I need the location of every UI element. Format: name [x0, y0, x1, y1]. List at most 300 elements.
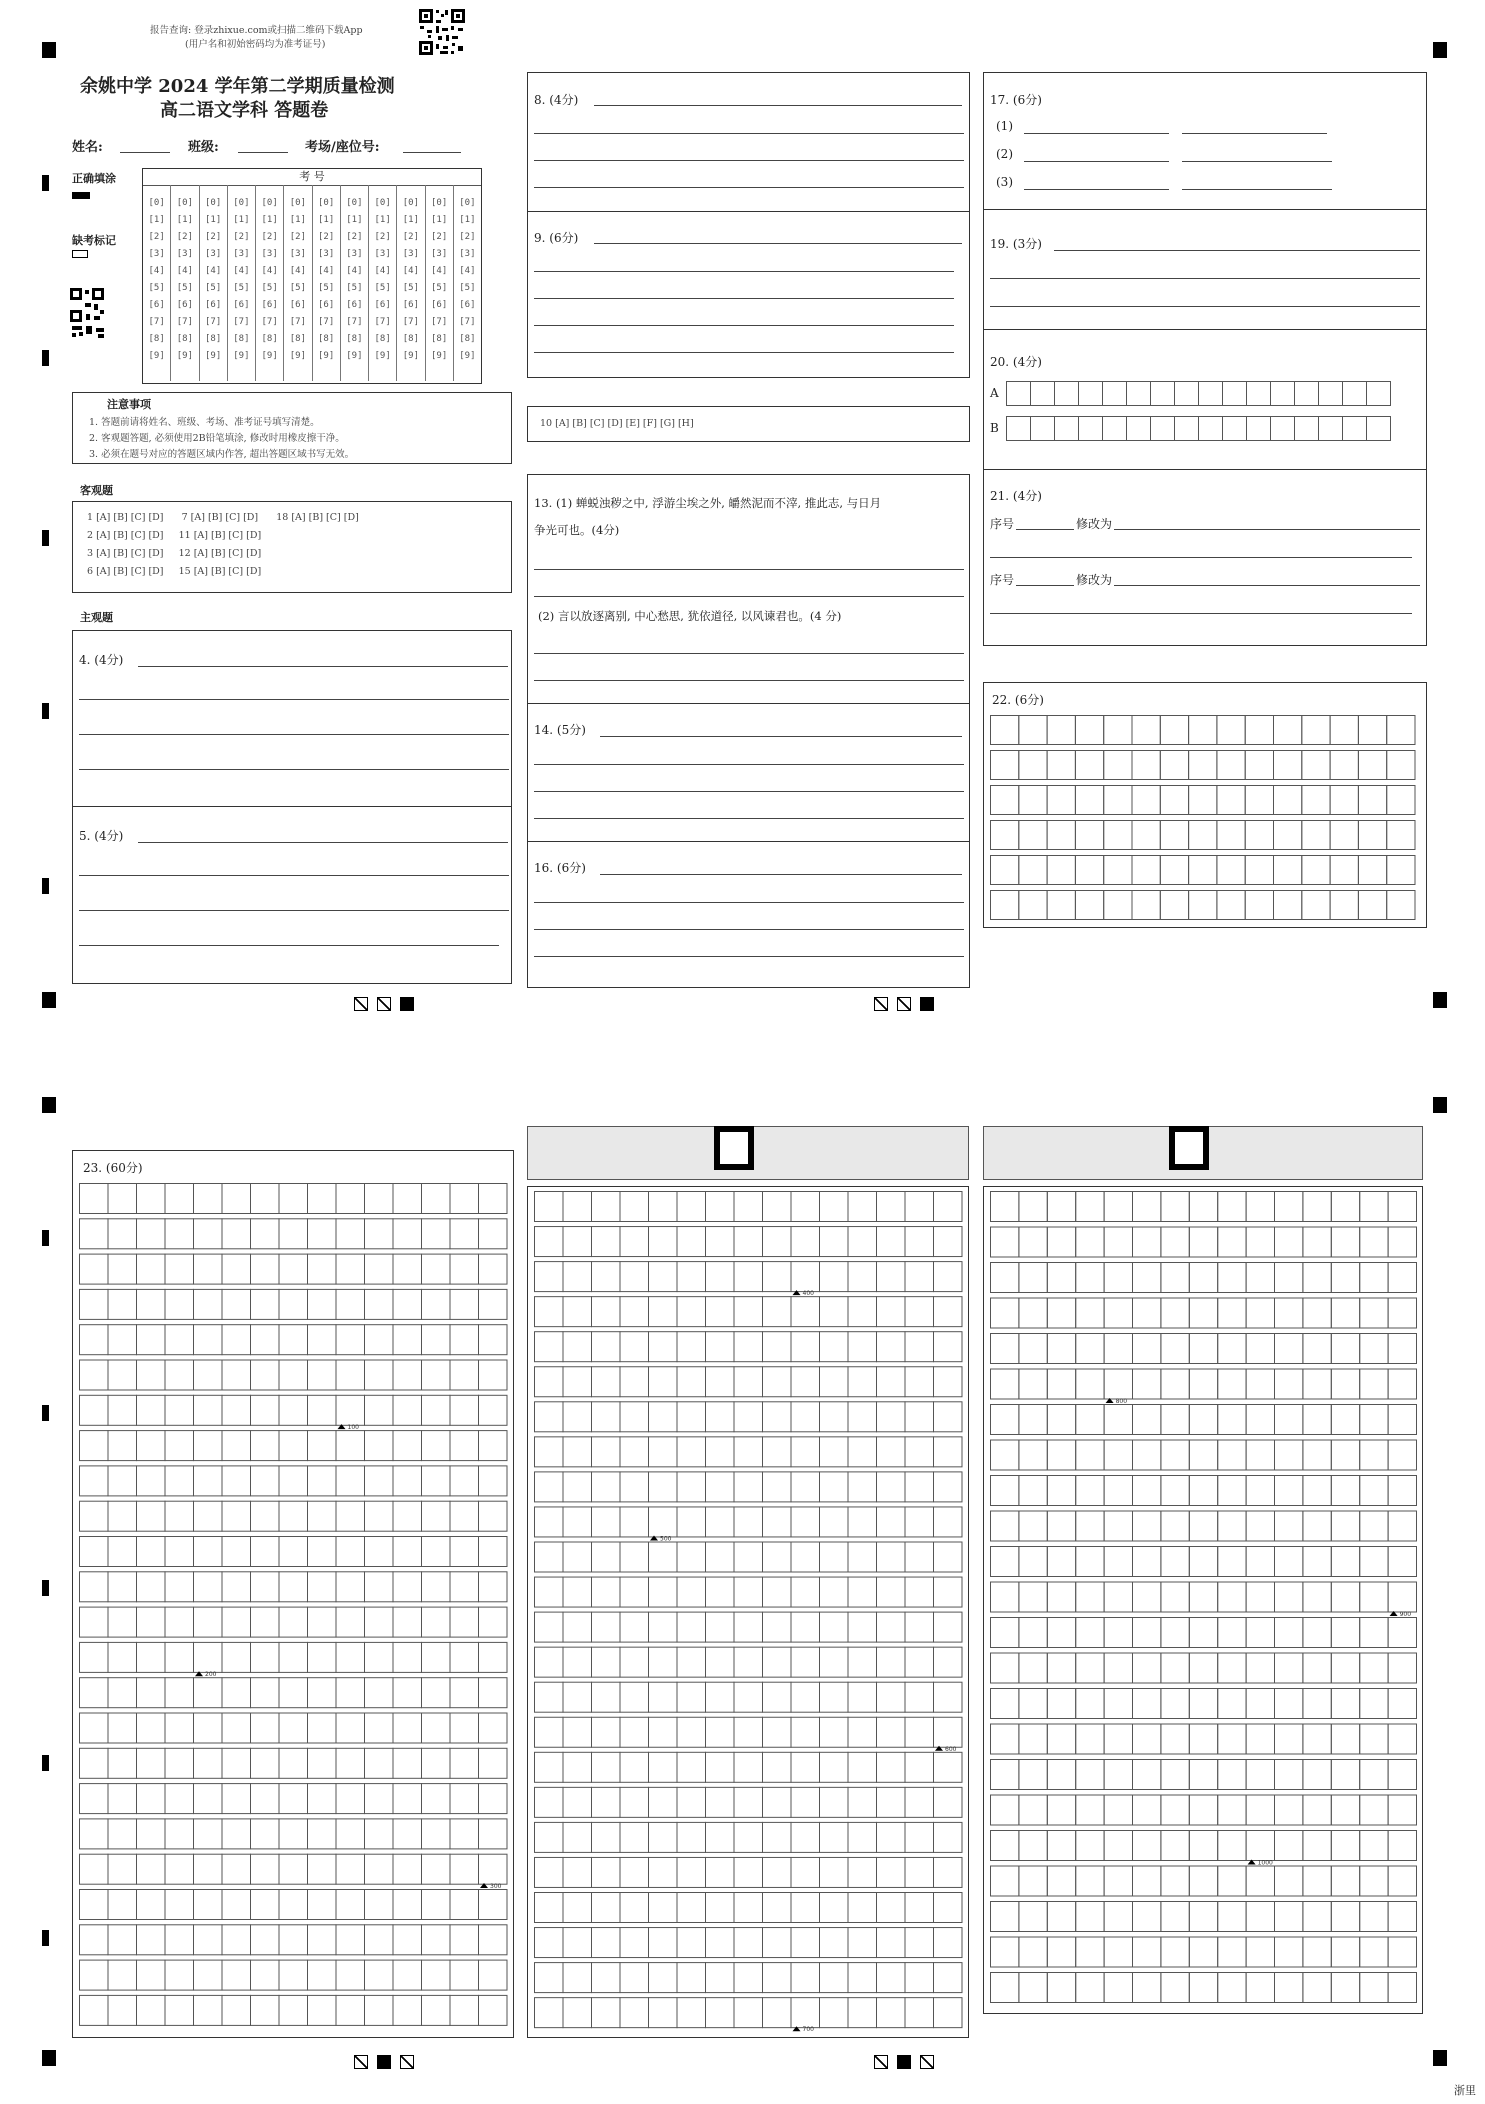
grid-cell[interactable] — [1104, 1227, 1132, 1257]
grid-cell[interactable] — [1275, 1760, 1303, 1790]
grid-cell[interactable] — [848, 1963, 877, 1993]
exam-digit-bubble[interactable]: [5] — [261, 283, 278, 293]
grid-cell[interactable] — [1160, 856, 1188, 885]
grid-cell[interactable] — [1360, 1831, 1388, 1861]
grid-cell[interactable] — [763, 1612, 792, 1642]
grid-cell[interactable] — [450, 1607, 479, 1637]
grid-cell[interactable] — [1388, 1689, 1416, 1719]
grid-cell[interactable] — [763, 1192, 792, 1222]
grid-cell[interactable] — [222, 1289, 251, 1319]
grid-cell[interactable] — [1133, 1227, 1161, 1257]
grid-cell[interactable] — [1303, 1760, 1331, 1790]
grid-cell[interactable] — [1189, 1511, 1217, 1541]
exam-digit-bubble[interactable]: [8] — [459, 334, 476, 344]
grid-cell[interactable] — [165, 1572, 194, 1602]
grid-cell[interactable] — [991, 1582, 1019, 1612]
grid-cell[interactable] — [222, 1501, 251, 1531]
grid-cell[interactable] — [1104, 1405, 1132, 1435]
grid-cell[interactable] — [279, 1395, 308, 1425]
grid-cell[interactable] — [1076, 1227, 1104, 1257]
grid-cell[interactable] — [1076, 1369, 1104, 1399]
grid-cell[interactable] — [222, 1995, 251, 2025]
grid-cell[interactable] — [308, 1325, 337, 1355]
answer-line[interactable] — [79, 769, 509, 770]
grid-cell[interactable] — [336, 1254, 365, 1284]
grid-cell[interactable] — [1047, 1902, 1075, 1932]
grid-cell[interactable] — [934, 1542, 963, 1572]
grid-cell[interactable] — [336, 1219, 365, 1249]
grid-cell[interactable] — [80, 1607, 109, 1637]
grid-cell[interactable] — [1019, 1653, 1047, 1683]
grid-cell[interactable] — [1360, 1653, 1388, 1683]
grid-cell[interactable] — [194, 1466, 223, 1496]
grid-cell[interactable] — [934, 1612, 963, 1642]
grid-cell[interactable] — [535, 1647, 564, 1677]
grid-cell[interactable] — [450, 1537, 479, 1567]
grid-cell[interactable] — [563, 1717, 592, 1747]
grid-cell[interactable] — [1246, 1227, 1274, 1257]
grid-cell[interactable] — [365, 1395, 394, 1425]
grid-cell[interactable] — [1133, 1866, 1161, 1896]
grid-cell[interactable] — [791, 1612, 820, 1642]
grid-cell[interactable] — [1047, 1405, 1075, 1435]
exam-digit-bubble[interactable]: [8] — [148, 334, 165, 344]
grid-cell[interactable] — [1104, 1298, 1132, 1328]
grid-cell[interactable] — [991, 1476, 1019, 1506]
grid-cell[interactable] — [80, 1819, 109, 1849]
seat-field[interactable] — [403, 152, 461, 153]
grid-cell[interactable] — [165, 1925, 194, 1955]
grid-cell[interactable] — [649, 1998, 678, 2028]
grid-cell[interactable] — [791, 1647, 820, 1677]
grid-cell[interactable] — [222, 1642, 251, 1672]
grid-cell[interactable] — [1331, 1582, 1359, 1612]
grid-cell[interactable] — [905, 1367, 934, 1397]
grid-cell[interactable] — [1360, 1618, 1388, 1648]
grid-cell[interactable] — [1019, 1547, 1047, 1577]
exam-digit-bubble[interactable]: [0] — [289, 198, 306, 208]
grid-cell[interactable] — [1388, 1192, 1416, 1222]
grid-cell[interactable] — [820, 1963, 849, 1993]
grid-cell[interactable] — [1161, 1263, 1189, 1293]
exam-digit-bubble[interactable]: [7] — [289, 317, 306, 327]
grid-cell[interactable] — [222, 1466, 251, 1496]
grid-cell[interactable] — [991, 1902, 1019, 1932]
grid-cell[interactable] — [734, 1647, 763, 1677]
q10-options[interactable]: 10 [A] [B] [C] [D] [E] [F] [G] [H] — [540, 418, 694, 429]
grid-cell[interactable] — [1303, 1547, 1331, 1577]
grid-cell[interactable] — [1331, 1334, 1359, 1364]
grid-cell[interactable] — [1246, 1369, 1274, 1399]
grid-cell[interactable] — [1246, 1724, 1274, 1754]
grid-cell[interactable] — [194, 1395, 223, 1425]
grid-cell[interactable] — [905, 1577, 934, 1607]
grid-cell[interactable] — [251, 1184, 280, 1214]
grid-cell[interactable] — [649, 1332, 678, 1362]
grid-cell[interactable] — [1189, 1689, 1217, 1719]
grid-cell[interactable] — [1331, 1724, 1359, 1754]
grid-cell[interactable] — [734, 1822, 763, 1852]
grid-cell[interactable] — [1132, 891, 1160, 920]
grid-cell[interactable] — [848, 1192, 877, 1222]
grid-cell[interactable] — [393, 1713, 422, 1743]
grid-cell[interactable] — [991, 1760, 1019, 1790]
grid-cell[interactable] — [1360, 1973, 1388, 2003]
grid-cell[interactable] — [1218, 1263, 1246, 1293]
grid-cell[interactable] — [1358, 716, 1386, 745]
grid-cell[interactable] — [1189, 1476, 1217, 1506]
grid-cell[interactable] — [791, 1262, 820, 1292]
grid-cell[interactable] — [279, 1784, 308, 1814]
grid-cell[interactable] — [1245, 716, 1273, 745]
grid-cell[interactable] — [1388, 1866, 1416, 1896]
grid-cell[interactable] — [393, 1395, 422, 1425]
grid-cell[interactable] — [877, 1192, 906, 1222]
grid-cell[interactable] — [251, 1678, 280, 1708]
grid-cell[interactable] — [1360, 1476, 1388, 1506]
grid-cell[interactable] — [934, 1857, 963, 1887]
grid-cell[interactable] — [535, 1367, 564, 1397]
grid-cell[interactable] — [108, 1360, 137, 1390]
grid-cell[interactable] — [1189, 1440, 1217, 1470]
grid-cell[interactable] — [791, 1857, 820, 1887]
grid-cell[interactable] — [934, 1717, 963, 1747]
grid-cell[interactable] — [1367, 382, 1391, 406]
grid-cell[interactable] — [905, 1542, 934, 1572]
grid-cell[interactable] — [905, 1262, 934, 1292]
grid-cell[interactable] — [279, 1466, 308, 1496]
grid-cell[interactable] — [1331, 1298, 1359, 1328]
grid-cell[interactable] — [1303, 1866, 1331, 1896]
grid-cell[interactable] — [791, 1402, 820, 1432]
grid-cell[interactable] — [677, 1928, 706, 1958]
grid-cell[interactable] — [308, 1572, 337, 1602]
grid-cell[interactable] — [1303, 1334, 1331, 1364]
grid-cell[interactable] — [1047, 1263, 1075, 1293]
essay-grid-1[interactable] — [79, 1183, 509, 2031]
grid-cell[interactable] — [905, 1893, 934, 1923]
grid-cell[interactable] — [165, 1890, 194, 1920]
grid-cell[interactable] — [934, 1472, 963, 1502]
exam-digit-bubble[interactable]: [2] — [261, 232, 278, 242]
grid-cell[interactable] — [137, 1184, 166, 1214]
grid-cell[interactable] — [1047, 821, 1075, 850]
grid-cell[interactable] — [422, 1501, 451, 1531]
grid-cell[interactable] — [791, 1822, 820, 1852]
grid-cell[interactable] — [734, 1577, 763, 1607]
grid-cell[interactable] — [222, 1219, 251, 1249]
grid-cell[interactable] — [649, 1752, 678, 1782]
grid-cell[interactable] — [393, 1360, 422, 1390]
grid-cell[interactable] — [677, 1577, 706, 1607]
grid-cell[interactable] — [479, 1713, 508, 1743]
grid-cell[interactable] — [791, 1472, 820, 1502]
exam-digit-bubble[interactable]: [9] — [233, 351, 250, 361]
grid-cell[interactable] — [563, 1472, 592, 1502]
answer-line[interactable] — [594, 105, 962, 106]
grid-cell[interactable] — [1019, 1795, 1047, 1825]
grid-cell[interactable] — [1104, 716, 1132, 745]
grid-cell[interactable] — [592, 1682, 621, 1712]
grid-cell[interactable] — [1133, 1547, 1161, 1577]
grid-cell[interactable] — [1246, 1618, 1274, 1648]
grid-cell[interactable] — [422, 1537, 451, 1567]
grid-cell[interactable] — [905, 1998, 934, 2028]
grid-cell[interactable] — [1388, 1618, 1416, 1648]
exam-digit-bubble[interactable]: [5] — [346, 283, 363, 293]
grid-cell[interactable] — [450, 1819, 479, 1849]
grid-cell[interactable] — [137, 1572, 166, 1602]
grid-cell[interactable] — [422, 1289, 451, 1319]
grid-cell[interactable] — [706, 1472, 735, 1502]
exam-digit-bubble[interactable]: [0] — [374, 198, 391, 208]
grid-cell[interactable] — [108, 1254, 137, 1284]
grid-cell[interactable] — [1218, 1689, 1246, 1719]
grid-cell[interactable] — [905, 1717, 934, 1747]
grid-cell[interactable] — [991, 1440, 1019, 1470]
grid-cell[interactable] — [1047, 1760, 1075, 1790]
grid-cell[interactable] — [479, 1854, 508, 1884]
grid-cell[interactable] — [1275, 1476, 1303, 1506]
grid-cell[interactable] — [620, 1332, 649, 1362]
grid-cell[interactable] — [365, 1819, 394, 1849]
exam-digit-bubble[interactable]: [2] — [402, 232, 419, 242]
exam-digit-bubble[interactable]: [4] — [233, 266, 250, 276]
grid-cell[interactable] — [706, 1822, 735, 1852]
exam-digit-bubble[interactable]: [4] — [317, 266, 335, 276]
exam-digit-bubble[interactable]: [2] — [289, 232, 306, 242]
exam-digit-bubble[interactable]: [5] — [430, 283, 448, 293]
grid-cell[interactable] — [649, 1787, 678, 1817]
grid-cell[interactable] — [1217, 786, 1245, 815]
grid-cell[interactable] — [1047, 1831, 1075, 1861]
grid-cell[interactable] — [563, 1332, 592, 1362]
grid-cell[interactable] — [1104, 1476, 1132, 1506]
grid-cell[interactable] — [1331, 1689, 1359, 1719]
grid-cell[interactable] — [1331, 1405, 1359, 1435]
grid-cell[interactable] — [1199, 417, 1223, 441]
exam-digit-bubble[interactable]: [7] — [374, 317, 391, 327]
grid-cell[interactable] — [1189, 1653, 1217, 1683]
grid-cell[interactable] — [734, 1227, 763, 1257]
grid-cell[interactable] — [592, 1822, 621, 1852]
grid-cell[interactable] — [1330, 786, 1358, 815]
grid-cell[interactable] — [592, 1367, 621, 1397]
grid-cell[interactable] — [734, 1787, 763, 1817]
grid-cell[interactable] — [1151, 417, 1175, 441]
grid-cell[interactable] — [1160, 891, 1188, 920]
grid-cell[interactable] — [1133, 1831, 1161, 1861]
grid-cell[interactable] — [165, 1960, 194, 1990]
grid-cell[interactable] — [165, 1678, 194, 1708]
grid-cell[interactable] — [991, 1618, 1019, 1648]
grid-cell[interactable] — [905, 1472, 934, 1502]
grid-cell[interactable] — [308, 1289, 337, 1319]
exam-digit-bubble[interactable]: [0] — [261, 198, 278, 208]
grid-cell[interactable] — [194, 1995, 223, 2025]
grid-cell[interactable] — [1189, 786, 1217, 815]
exam-digit-bubble[interactable]: [4] — [204, 266, 222, 276]
grid-cell[interactable] — [649, 1928, 678, 1958]
grid-cell[interactable] — [1388, 1227, 1416, 1257]
grid-cell[interactable] — [1388, 1440, 1416, 1470]
grid-cell[interactable] — [1360, 1405, 1388, 1435]
grid-cell[interactable] — [1047, 1511, 1075, 1541]
grid-cell[interactable] — [365, 1325, 394, 1355]
grid-cell[interactable] — [450, 1642, 479, 1672]
grid-cell[interactable] — [1161, 1937, 1189, 1967]
grid-cell[interactable] — [1303, 1298, 1331, 1328]
exam-digit-bubble[interactable]: [5] — [459, 283, 476, 293]
grid-cell[interactable] — [365, 1184, 394, 1214]
grid-cell[interactable] — [905, 1192, 934, 1222]
grid-cell[interactable] — [222, 1360, 251, 1390]
grid-cell[interactable] — [763, 1998, 792, 2028]
grid-cell[interactable] — [677, 1507, 706, 1537]
grid-cell[interactable] — [1161, 1227, 1189, 1257]
grid-cell[interactable] — [592, 1472, 621, 1502]
grid-cell[interactable] — [535, 1437, 564, 1467]
grid-cell[interactable] — [592, 1893, 621, 1923]
grid-cell[interactable] — [1387, 891, 1415, 920]
grid-cell[interactable] — [108, 1289, 137, 1319]
grid-cell[interactable] — [535, 1717, 564, 1747]
grid-cell[interactable] — [877, 1787, 906, 1817]
grid-cell[interactable] — [422, 1572, 451, 1602]
grid-cell[interactable] — [877, 1998, 906, 2028]
grid-cell[interactable] — [165, 1995, 194, 2025]
grid-cell[interactable] — [1047, 1476, 1075, 1506]
exam-digit-bubble[interactable]: [6] — [430, 300, 448, 310]
grid-cell[interactable] — [1047, 1795, 1075, 1825]
grid-cell[interactable] — [80, 1431, 109, 1461]
grid-cell[interactable] — [422, 1890, 451, 1920]
grid-cell[interactable] — [279, 1748, 308, 1778]
grid-cell[interactable] — [1275, 1866, 1303, 1896]
grid-cell[interactable] — [165, 1395, 194, 1425]
grid-cell[interactable] — [934, 1437, 963, 1467]
exam-digit-bubble[interactable]: [3] — [430, 249, 448, 259]
grid-cell[interactable] — [877, 1963, 906, 1993]
grid-cell[interactable] — [450, 1572, 479, 1602]
grid-cell[interactable] — [251, 1360, 280, 1390]
grid-cell[interactable] — [1104, 1618, 1132, 1648]
grid-cell[interactable] — [222, 1607, 251, 1637]
grid-cell[interactable] — [479, 1607, 508, 1637]
grid-cell[interactable] — [1076, 1476, 1104, 1506]
grid-cell[interactable] — [820, 1192, 849, 1222]
grid-cell[interactable] — [222, 1819, 251, 1849]
class-field[interactable] — [238, 152, 288, 153]
grid-cell[interactable] — [677, 1192, 706, 1222]
grid-cell[interactable] — [80, 1395, 109, 1425]
grid-cell[interactable] — [877, 1752, 906, 1782]
grid-cell[interactable] — [791, 1437, 820, 1467]
grid-cell[interactable] — [479, 1748, 508, 1778]
exam-digit-bubble[interactable]: [7] — [261, 317, 278, 327]
grid-cell[interactable] — [308, 1854, 337, 1884]
grid-cell[interactable] — [108, 1466, 137, 1496]
exam-digit-bubble[interactable]: [8] — [261, 334, 278, 344]
grid-cell[interactable] — [592, 1928, 621, 1958]
grid-cell[interactable] — [1275, 1582, 1303, 1612]
grid-cell[interactable] — [450, 1960, 479, 1990]
grid-cell[interactable] — [820, 1367, 849, 1397]
grid-cell[interactable] — [1275, 1795, 1303, 1825]
grid-cell[interactable] — [450, 1325, 479, 1355]
grid-cell[interactable] — [934, 1752, 963, 1782]
grid-cell[interactable] — [1218, 1369, 1246, 1399]
grid-cell[interactable] — [1331, 1263, 1359, 1293]
grid-cell[interactable] — [763, 1752, 792, 1782]
grid-cell[interactable] — [137, 1431, 166, 1461]
grid-cell[interactable] — [877, 1857, 906, 1887]
grid-cell[interactable] — [393, 1925, 422, 1955]
grid-cell[interactable] — [1019, 1618, 1047, 1648]
grid-cell[interactable] — [1189, 1760, 1217, 1790]
answer-line[interactable] — [534, 298, 954, 299]
grid-cell[interactable] — [222, 1537, 251, 1567]
grid-cell[interactable] — [1160, 716, 1188, 745]
grid-cell[interactable] — [336, 1501, 365, 1531]
grid-cell[interactable] — [1161, 1795, 1189, 1825]
grid-cell[interactable] — [1019, 716, 1047, 745]
grid-cell[interactable] — [848, 1262, 877, 1292]
grid-cell[interactable] — [279, 1537, 308, 1567]
grid-cell[interactable] — [365, 1925, 394, 1955]
grid-cell[interactable] — [991, 856, 1019, 885]
answer-line[interactable] — [534, 818, 964, 819]
grid-cell[interactable] — [336, 1995, 365, 2025]
grid-cell[interactable] — [1104, 1547, 1132, 1577]
grid-cell[interactable] — [934, 1577, 963, 1607]
grid-cell[interactable] — [365, 1713, 394, 1743]
exam-digit-bubble[interactable]: [6] — [459, 300, 476, 310]
grid-cell[interactable] — [1360, 1547, 1388, 1577]
grid-cell[interactable] — [137, 1466, 166, 1496]
grid-cell[interactable] — [677, 1787, 706, 1817]
grid-cell[interactable] — [1189, 1263, 1217, 1293]
grid-cell[interactable] — [365, 1890, 394, 1920]
grid-cell[interactable] — [620, 1262, 649, 1292]
answer-line[interactable] — [79, 875, 509, 876]
grid-cell[interactable] — [251, 1219, 280, 1249]
grid-cell[interactable] — [279, 1289, 308, 1319]
grid-cell[interactable] — [1019, 1440, 1047, 1470]
grid-cell[interactable] — [479, 1819, 508, 1849]
grid-cell[interactable] — [1076, 1547, 1104, 1577]
grid-cell[interactable] — [1358, 751, 1386, 780]
grid-cell[interactable] — [1132, 856, 1160, 885]
exam-digit-bubble[interactable]: [2] — [204, 232, 222, 242]
grid-cell[interactable] — [1055, 417, 1079, 441]
grid-cell[interactable] — [336, 1819, 365, 1849]
grid-cell[interactable] — [1047, 1547, 1075, 1577]
grid-cell[interactable] — [734, 1612, 763, 1642]
grid-cell[interactable] — [165, 1854, 194, 1884]
grid-cell[interactable] — [1189, 1298, 1217, 1328]
grid-cell[interactable] — [706, 1402, 735, 1432]
grid-cell[interactable] — [1223, 382, 1247, 406]
grid-cell[interactable] — [1189, 1937, 1217, 1967]
grid-cell[interactable] — [877, 1893, 906, 1923]
grid-cell[interactable] — [1104, 1902, 1132, 1932]
grid-cell[interactable] — [1218, 1227, 1246, 1257]
grid-cell[interactable] — [991, 1866, 1019, 1896]
grid-cell[interactable] — [450, 1431, 479, 1461]
grid-cell[interactable] — [1358, 856, 1386, 885]
grid-cell[interactable] — [563, 1928, 592, 1958]
